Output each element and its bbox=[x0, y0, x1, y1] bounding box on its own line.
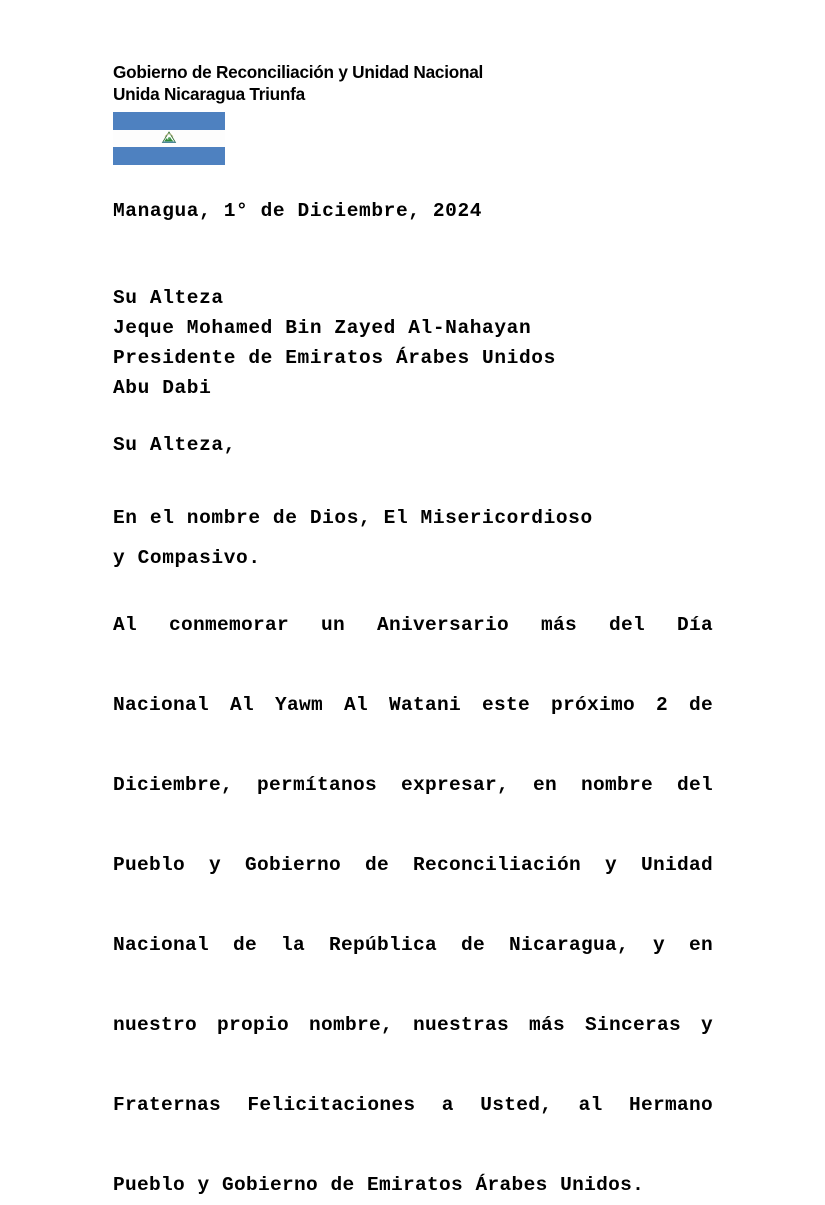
addressee-position: Presidente de Emiratos Árabes Unidos bbox=[113, 347, 556, 369]
paragraph-line: Diciembre, permítanos expresar, en nombre del bbox=[113, 774, 713, 796]
paragraph-line: Pueblo y Gobierno de Emiratos Árabes Unidos. bbox=[113, 1174, 645, 1196]
addressee-block bbox=[113, 283, 713, 403]
invocation-block bbox=[113, 498, 713, 578]
flag-band-top-blue bbox=[113, 112, 225, 130]
paragraph-line: Nacional de la República de Nicaragua, y en bbox=[113, 934, 713, 956]
invocation-line-2: y Compasivo. bbox=[113, 547, 261, 569]
letterhead-line-1: Gobierno de Reconciliación y Unidad Nacional bbox=[113, 62, 484, 82]
paragraph-line: Al conmemorar un Aniversario más del Día bbox=[113, 614, 713, 636]
paragraph-line: Nacional Al Yawm Al Watani este próximo 2 de bbox=[113, 694, 713, 716]
letter-body bbox=[113, 196, 713, 1205]
paragraph-line: Pueblo y Gobierno de Reconciliación y Unidad bbox=[113, 854, 713, 876]
addressee-city: Abu Dabi bbox=[113, 377, 212, 399]
main-paragraph bbox=[113, 605, 713, 1205]
invocation-line-1: En el nombre de Dios, El Misericordioso bbox=[113, 507, 593, 529]
flag-band-bottom-blue bbox=[113, 147, 225, 165]
date-line: Managua, 1° de Diciembre, 2024 bbox=[113, 200, 483, 222]
letterhead-line-2: Unida Nicaragua Triunfa bbox=[113, 84, 305, 104]
addressee-name: Jeque Mohamed Bin Zayed Al-Nahayan bbox=[113, 317, 532, 339]
addressee-title: Su Alteza bbox=[113, 287, 224, 309]
salutation: Su Alteza, bbox=[113, 434, 237, 456]
paragraph-line: Fraternas Felicitaciones a Usted, al Hermano bbox=[113, 1094, 713, 1116]
paragraph-line: nuestro propio nombre, nuestras más Sinceras y bbox=[113, 1014, 713, 1036]
flag-band-middle-white bbox=[113, 130, 225, 148]
nicaragua-flag-image bbox=[113, 112, 225, 165]
coat-of-arms-icon bbox=[161, 130, 177, 146]
letterhead bbox=[113, 61, 753, 105]
